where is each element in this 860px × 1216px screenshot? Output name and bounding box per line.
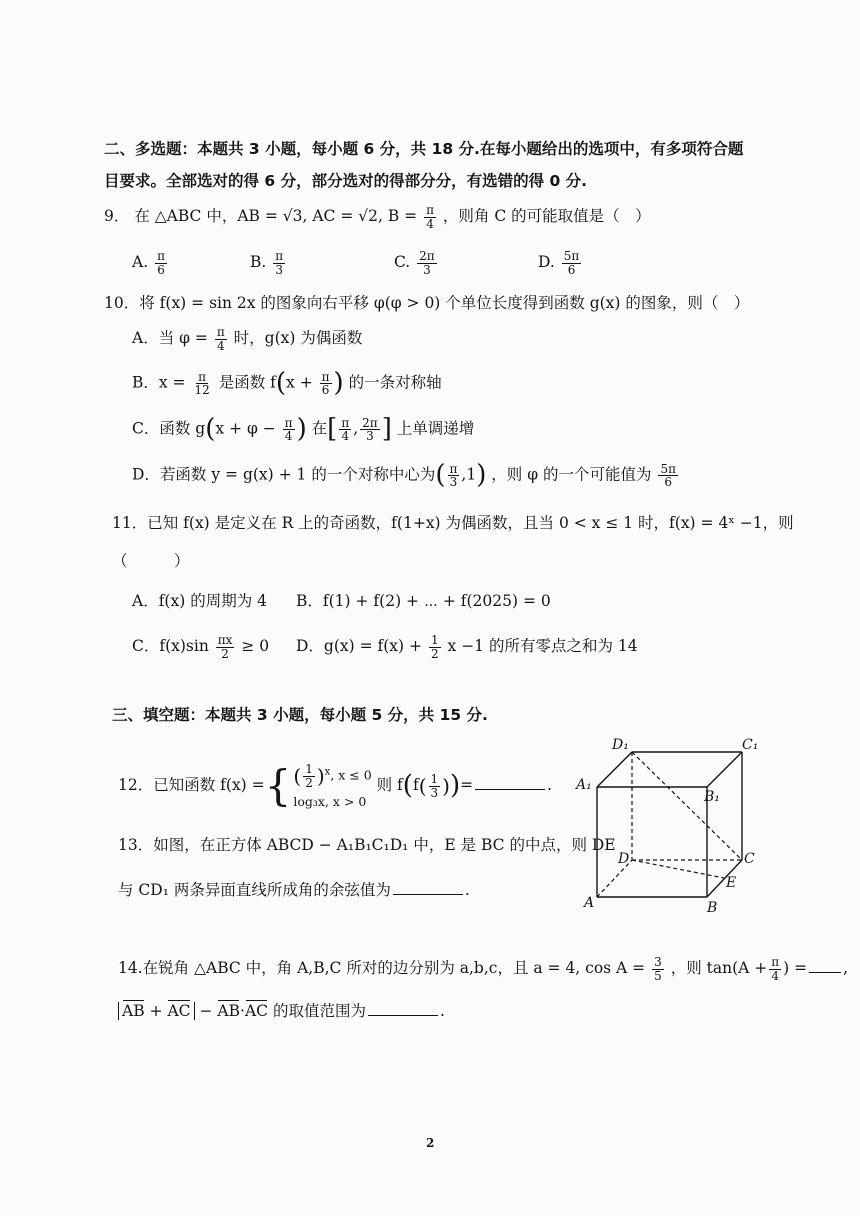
section2-header-line2: 目要求。全部选对的得 6 分，部分选对的得部分分，有选错的得 0 分. <box>104 172 588 190</box>
vertex-label: B₁ <box>704 789 720 805</box>
question-9-option-d: D. $\frac{5\pi}{6}$ <box>538 249 580 277</box>
question-13-line2: 与 CD₁ 两条异面直线所成角的余弦值为 . <box>118 881 470 899</box>
answer-blank[interactable] <box>809 958 841 973</box>
question-9-option-a: A. $\frac{\pi}{6}$ <box>132 249 165 277</box>
question-number: 9． <box>104 207 130 226</box>
vertex-label: C₁ <box>742 737 759 753</box>
vertex-label: D <box>618 851 630 867</box>
section2-header-line1: 二、多选题：本题共 3 小题，每小题 6 分，共 18 分.在每小题给出的选项中，有多项符合题 <box>104 140 744 158</box>
section3-header: 三、填空题：本题共 3 小题，每小题 5 分，共 15 分. <box>112 706 488 724</box>
question-11-paren: （ ） <box>112 552 190 570</box>
vertex-label: C <box>744 851 755 867</box>
question-11-option-b: B．f(1) + f(2) + ⋯ + f(2025) = 0 <box>296 592 551 610</box>
question-number: 13． <box>118 836 154 854</box>
question-10-option-a: A．当 φ = $\frac{\pi}{4}$ 时，g(x) 为偶函数 <box>132 325 363 353</box>
question-11-option-d: D．g(x) = f(x) + $\frac{1}{2}$ x −1 的所有零点之和为 14 <box>296 633 638 661</box>
question-14-line1: 14.在锐角 △ABC 中，角 A,B,C 所对的边分别为 a,b,c，且 a = 4, cos A = $\frac{3}{5}$ ，则 tan(A + $\frac{\pi}{4}$ ) = , <box>118 955 849 983</box>
question-13-line1: 13．如图，在正方体 ABCD − A₁B₁C₁D₁ 中，E 是 BC 的中点，则 DE <box>118 836 616 854</box>
question-9-stem: 9． 在 △ABC 中，AB = √3, AC = √2, B = $\frac{\pi}{4}$ ，则角 C 的可能取值是（ ） <box>104 203 651 231</box>
vertex-label: D₁ <box>612 737 629 753</box>
question-number: 12． <box>118 776 154 794</box>
question-number: 14. <box>118 959 143 978</box>
question-11-stem: 11．已知 f(x) 是定义在 R 上的奇函数，f(1+x) 为偶函数，且当 0 < x ≤ 1 时，f(x) = 4ˣ −1，则 <box>112 514 794 532</box>
question-number: 11． <box>112 514 148 532</box>
question-number: 10． <box>104 294 140 312</box>
question-10-option-d: D．若函数 y = g(x) + 1 的一个对称中心为( $\frac{\pi}{3}$ ,1) ，则 φ 的一个可能值为 $\frac{5\pi}{6}$ <box>132 460 676 490</box>
question-14-line2: AB + AC − AB·AC 的取值范围为 . <box>118 1000 445 1021</box>
question-9-option-b: B. $\frac{\pi}{3}$ <box>250 249 284 277</box>
answer-blank[interactable] <box>393 880 463 895</box>
question-11-option-c: C．f(x)sin $\frac{\pi x}{2}$ ≥ 0 <box>132 633 270 661</box>
question-9-option-c: C. $\frac{2\pi}{3}$ <box>394 249 435 277</box>
vertex-label: A <box>584 895 595 911</box>
page-number: 2 <box>426 1136 435 1150</box>
piecewise-definition: ( $\frac{1}{2}$ )$^x$, x ≤ 0 log₃x, x > 0 <box>293 761 372 809</box>
question-10-option-c: C．函数 g(x + φ − $\frac{\pi}{4}$ ) 在[ $\frac{\pi}{4}$ , $\frac{2\pi}{3}$ ] 上单调递增 <box>132 414 475 444</box>
vertex-label: A₁ <box>576 777 592 793</box>
answer-blank[interactable] <box>475 775 545 790</box>
question-12: 12．已知函数 f(x) ={ ( $\frac{1}{2}$ )$^x$, x ≤ 0 log₃x, x > 0 则 f(f( $\frac{1}{3}$ ))= . <box>118 761 553 810</box>
vertex-label: E <box>726 875 737 891</box>
question-10-option-b: B．x = $\frac{\pi}{12}$ 是函数 f(x + $\frac{\pi}{6}$ ) 的一条对称轴 <box>132 368 442 398</box>
vertex-label: B <box>707 900 718 915</box>
fraction: $\frac{\pi}{4}$ <box>426 203 434 231</box>
question-10-stem: 10．将 f(x) = sin 2x 的图象向右平移 φ(φ > 0) 个单位长度得到函数 g(x) 的图象，则（ ） <box>104 294 750 312</box>
question-11-option-a: A．f(x) 的周期为 4 <box>132 592 267 610</box>
answer-blank[interactable] <box>368 1001 438 1016</box>
cube-figure <box>570 735 770 915</box>
